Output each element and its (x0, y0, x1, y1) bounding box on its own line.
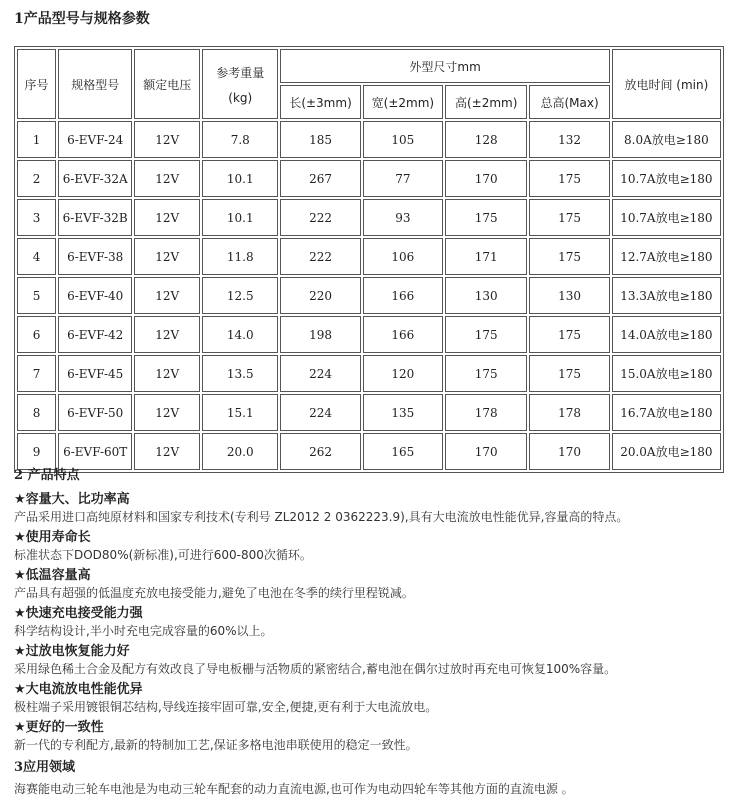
cell-index: 6 (17, 316, 56, 353)
feature-title: ★使用寿命长 (14, 530, 91, 545)
cell-weight: 13.5 (202, 355, 278, 392)
cell-width: 105 (363, 121, 443, 158)
table-row (17, 199, 721, 236)
spec-table (14, 46, 724, 473)
cell-height: 170 (445, 433, 527, 470)
section-2-title: 2 产品特点 (14, 468, 80, 483)
table-row (17, 277, 721, 314)
cell-width: 77 (363, 160, 443, 197)
cell-voltage: 12V (134, 355, 200, 392)
feature-desc: 采用绿色稀土合金及配方有效改良了导电板栅与活物质的紧密结合,蓄电池在偶尔过放时再充电可恢复100%容量。 (14, 662, 617, 676)
cell-discharge: 12.7A放电≥180 (612, 238, 721, 275)
cell-model: 6-EVF-42 (58, 316, 132, 353)
cell-discharge: 15.0A放电≥180 (612, 355, 721, 392)
cell-width: 106 (363, 238, 443, 275)
cell-discharge: 10.7A放电≥180 (612, 199, 721, 236)
cell-model: 6-EVF-40 (58, 277, 132, 314)
cell-index: 7 (17, 355, 56, 392)
cell-model: 6-EVF-60T (58, 433, 132, 470)
header-total-height: 总高(Max) (529, 85, 609, 119)
table-row (17, 238, 721, 275)
feature-desc: 新一代的专利配方,最新的特制加工艺,保证多格电池串联使用的稳定一致性。 (14, 738, 418, 752)
cell-total-height: 175 (529, 238, 609, 275)
cell-total-height: 130 (529, 277, 609, 314)
cell-voltage: 12V (134, 394, 200, 431)
header-model: 规格型号 (58, 49, 132, 119)
cell-model: 6-EVF-50 (58, 394, 132, 431)
table-row (17, 121, 721, 158)
cell-height: 175 (445, 316, 527, 353)
cell-index: 1 (17, 121, 56, 158)
cell-length: 224 (280, 355, 360, 392)
feature-title: ★更好的一致性 (14, 720, 104, 735)
header-weight (202, 49, 278, 119)
cell-height: 170 (445, 160, 527, 197)
feature-title: ★过放电恢复能力好 (14, 644, 130, 659)
cell-model: 6-EVF-38 (58, 238, 132, 275)
header-index: 序号 (17, 49, 56, 119)
cell-model: 6-EVF-45 (58, 355, 132, 392)
section-3-title: 3应用领域 (14, 760, 76, 775)
cell-total-height: 175 (529, 160, 609, 197)
cell-index: 5 (17, 277, 56, 314)
cell-height: 171 (445, 238, 527, 275)
cell-weight: 11.8 (202, 238, 278, 275)
feature-title: ★快速充电接受能力强 (14, 606, 143, 621)
cell-index: 8 (17, 394, 56, 431)
feature-desc: 产品具有超强的低温度充放电接受能力,避免了电池在冬季的续行里程锐减。 (14, 586, 414, 600)
cell-length: 224 (280, 394, 360, 431)
cell-voltage: 12V (134, 121, 200, 158)
feature-title: ★容量大、比功率高 (14, 492, 130, 507)
cell-width: 135 (363, 394, 443, 431)
cell-voltage: 12V (134, 160, 200, 197)
cell-weight: 14.0 (202, 316, 278, 353)
header-height: 高(±2mm) (445, 85, 527, 119)
cell-index: 2 (17, 160, 56, 197)
header-weight-unit: (kg) (228, 90, 253, 105)
cell-discharge: 8.0A放电≥180 (612, 121, 721, 158)
feature-desc: 科学结构设计,半小时充电完成容量的60%以上。 (14, 624, 273, 638)
feature-desc: 极柱端子采用镀银铜芯结构,导线连接牢固可靠,安全,便捷,更有利于大电流放电。 (14, 700, 438, 714)
cell-index: 3 (17, 199, 56, 236)
cell-length: 198 (280, 316, 360, 353)
cell-weight: 12.5 (202, 277, 278, 314)
header-dimensions: 外型尺寸mm (280, 49, 609, 83)
cell-length: 262 (280, 433, 360, 470)
header-voltage: 额定电压 (134, 49, 200, 119)
cell-height: 175 (445, 355, 527, 392)
cell-weight: 20.0 (202, 433, 278, 470)
table-row (17, 355, 721, 392)
table-row (17, 316, 721, 353)
cell-total-height: 170 (529, 433, 609, 470)
cell-voltage: 12V (134, 433, 200, 470)
cell-discharge: 13.3A放电≥180 (612, 277, 721, 314)
cell-length: 185 (280, 121, 360, 158)
cell-height: 175 (445, 199, 527, 236)
cell-length: 267 (280, 160, 360, 197)
cell-width: 166 (363, 316, 443, 353)
cell-discharge: 14.0A放电≥180 (612, 316, 721, 353)
cell-width: 120 (363, 355, 443, 392)
header-length: 长(±3mm) (280, 85, 360, 119)
cell-total-height: 132 (529, 121, 609, 158)
cell-index: 4 (17, 238, 56, 275)
feature-title: ★低温容量高 (14, 568, 91, 583)
cell-height: 130 (445, 277, 527, 314)
cell-length: 220 (280, 277, 360, 314)
table-row (17, 160, 721, 197)
cell-model: 6-EVF-32B (58, 199, 132, 236)
cell-height: 178 (445, 394, 527, 431)
header-weight-label: 参考重量 (216, 65, 265, 80)
header-discharge: 放电时间 (min) (612, 49, 721, 119)
cell-total-height: 178 (529, 394, 609, 431)
cell-total-height: 175 (529, 355, 609, 392)
table-row (17, 394, 721, 431)
cell-height: 128 (445, 121, 527, 158)
cell-voltage: 12V (134, 238, 200, 275)
cell-weight: 15.1 (202, 394, 278, 431)
cell-index: 9 (17, 433, 56, 470)
section-1-title: 1产品型号与规格参数 (14, 11, 150, 27)
feature-title: ★大电流放电性能优异 (14, 682, 143, 697)
feature-desc: 产品采用进口高纯原材料和国家专利技术(专利号 ZL2012 2 0362223.9),具有大电流放电性能优异,容量高的特点。 (14, 510, 629, 524)
cell-weight: 10.1 (202, 160, 278, 197)
cell-weight: 10.1 (202, 199, 278, 236)
feature-desc: 标准状态下DOD80%(新标准),可进行600-800次循环。 (14, 548, 312, 562)
cell-voltage: 12V (134, 277, 200, 314)
application-desc: 海赛能电动三轮车电池是为电动三轮车配套的动力直流电源,也可作为电动四轮车等其他方面的直流电源 。 (14, 782, 574, 796)
cell-length: 222 (280, 199, 360, 236)
cell-weight: 7.8 (202, 121, 278, 158)
cell-voltage: 12V (134, 199, 200, 236)
cell-discharge: 10.7A放电≥180 (612, 160, 721, 197)
cell-width: 165 (363, 433, 443, 470)
cell-width: 93 (363, 199, 443, 236)
cell-voltage: 12V (134, 316, 200, 353)
cell-model: 6-EVF-24 (58, 121, 132, 158)
cell-model: 6-EVF-32A (58, 160, 132, 197)
header-width: 宽(±2mm) (363, 85, 443, 119)
cell-length: 222 (280, 238, 360, 275)
cell-discharge: 20.0A放电≥180 (612, 433, 721, 470)
cell-width: 166 (363, 277, 443, 314)
cell-total-height: 175 (529, 199, 609, 236)
table-row (17, 433, 721, 470)
cell-total-height: 175 (529, 316, 609, 353)
cell-discharge: 16.7A放电≥180 (612, 394, 721, 431)
